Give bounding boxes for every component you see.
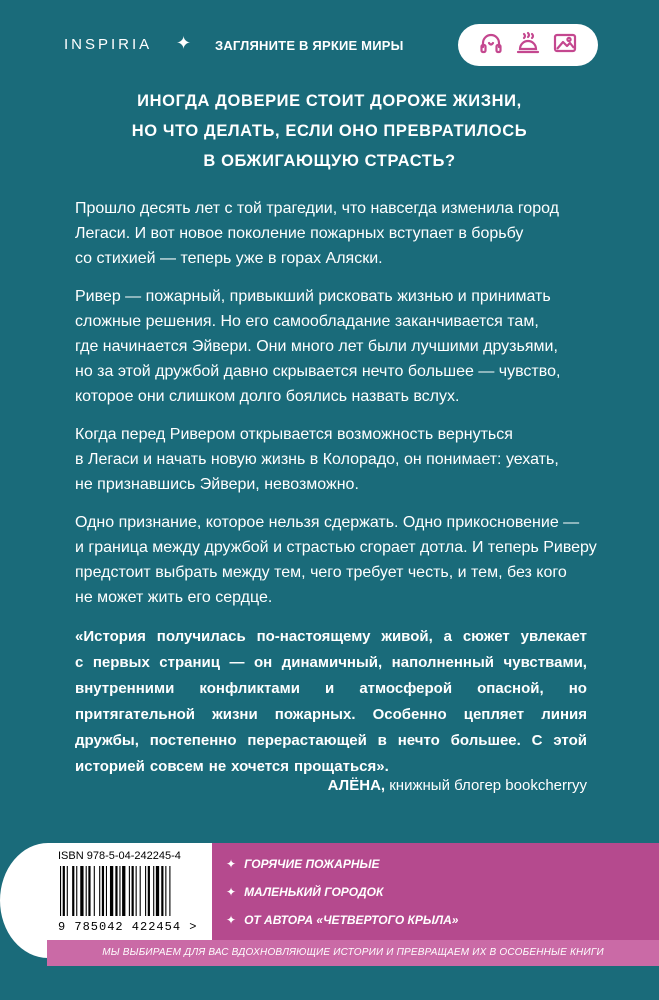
service-bell-icon — [515, 30, 541, 61]
quote-word: постепенно — [149, 732, 237, 749]
feature-list — [226, 850, 646, 934]
synopsis-paragraph: Ривер — пожарный, привыкший рисковать жизнью и принимать сложные решения. Но его самообладание заканчивается там, где начинается Эйвери. Они много лет были лучшими друзьями, но за этой дружбой давно скрывается нечто большее — чувство, которое они слишком долго боялись назвать вслух. — [75, 288, 561, 405]
headphones-icon — [478, 30, 504, 61]
quote-word: наполненный — [391, 654, 495, 671]
synopsis-paragraph: Когда перед Ривером открывается возможность вернуться в Легаси и начать новую жизнь в Колорадо, он понимает: уехать, не признавшись Эйвери, невозможно. — [75, 426, 559, 493]
reviewer-quote — [75, 624, 587, 780]
feature-item: ✦ ГОРЯЧИЕ ПОЖАРНЫЕ — [226, 857, 380, 871]
synopsis-paragraph: Прошло десять лет с той трагедии, что навсегда изменила город Легаси. И вот новое поколение пожарных вступает в борьбу со стихией — теперь уже в горах Аляски. — [75, 200, 559, 267]
feature-item: ✦ ОТ АВТОРА «ЧЕТВЕРТОГО КРЫЛА» — [226, 913, 459, 927]
isbn-label: ISBN 978-5-04-242245-4 — [58, 850, 181, 862]
quote-word: дружбы, — [75, 732, 139, 749]
quote-word: хочется — [231, 758, 290, 775]
quote-word: сюжет — [462, 628, 510, 645]
quote-word: линия — [541, 706, 587, 723]
headline-line: ИНОГДА ДОВЕРИЕ СТОИТ ДОРОЖЕ ЖИЗНИ, — [137, 92, 522, 110]
quote-line — [75, 702, 587, 728]
quote-word: живой, — [381, 628, 433, 645]
quote-word: и — [325, 680, 335, 697]
quote-word: цепляет — [463, 706, 525, 723]
quote-word: перерастающей — [247, 732, 367, 749]
star-icon: ✦ — [226, 913, 237, 927]
headline — [0, 86, 659, 176]
quote-line — [75, 676, 587, 702]
quote-word: получилась — [156, 628, 246, 645]
star-icon: ✦ — [226, 857, 237, 871]
synopsis — [75, 196, 595, 623]
barcode-digits: 9 785042 422454 > — [58, 920, 198, 934]
synopsis-paragraph: Одно признание, которое нельзя сдержать. Одно прикосновение — и граница между дружбой и страстью сгорает дотла. И теперь Риверу предстоит выбрать между тем, чего требует честь, и тем, без кого не может жить его сердце. — [75, 514, 597, 606]
sparkle-icon: ✦ — [176, 33, 192, 53]
quote-word: прощаться». — [294, 758, 389, 775]
image-icon — [552, 30, 578, 61]
quote-word: не — [208, 758, 227, 775]
quote-word: страниц — [159, 654, 220, 671]
quote-word: но — [568, 680, 587, 697]
quote-author-description: книжный блогер bookcherryy — [385, 777, 587, 794]
quote-word: увлекает — [520, 628, 587, 645]
quote-word: С — [531, 732, 543, 749]
quote-line — [75, 624, 587, 650]
publisher-tagline: МЫ ВЫБИРАЕМ ДЛЯ ВАС ВДОХНОВЛЯЮЩИЕ ИСТОРИИ И ПРЕВРАЩАЕМ ИХ В ОСОБЕННЫЕ КНИГИ — [47, 940, 659, 966]
quote-word: конфликтами — [199, 680, 300, 697]
quote-word: «История — [75, 628, 146, 645]
quote-word: в — [377, 732, 387, 749]
quote-attribution — [328, 777, 587, 794]
publisher-logo: INSPIRIA — [64, 36, 153, 53]
quote-word: по-настоящему — [256, 628, 371, 645]
quote-word: совсем — [149, 758, 204, 775]
barcode-notch — [0, 843, 48, 958]
quote-word: с — [75, 654, 84, 671]
quote-word: большее. — [450, 732, 521, 749]
headline-line: НО ЧТО ДЕЛАТЬ, ЕСЛИ ОНО ПРЕВРАТИЛОСЬ — [131, 122, 528, 140]
quote-word: он — [254, 654, 273, 671]
quote-word: этой — [553, 732, 587, 749]
quote-word: историей — [75, 758, 145, 775]
icon-pill — [458, 24, 598, 66]
quote-word: опасной, — [477, 680, 544, 697]
feature-item: ✦ МАЛЕНЬКИЙ ГОРОДОК — [226, 885, 384, 899]
quote-word: притягательной — [75, 706, 196, 723]
quote-author: АЛЁНА, — [327, 777, 386, 794]
quote-word: жизни — [212, 706, 258, 723]
quote-word: внутренними — [75, 680, 175, 697]
quote-word: чувствами, — [503, 654, 587, 671]
quote-word: динамичный, — [281, 654, 383, 671]
headline-line: В ОБЖИГАЮЩУЮ СТРАСТЬ? — [203, 152, 456, 170]
quote-word: пожарных. — [274, 706, 356, 723]
series-slogan: ЗАГЛЯНИТЕ В ЯРКИЕ МИРЫ — [215, 38, 404, 53]
quote-word: атмосферой — [359, 680, 453, 697]
quote-line — [75, 728, 587, 754]
quote-word: нечто — [397, 732, 440, 749]
quote-line — [75, 650, 587, 676]
quote-word: первых — [92, 654, 150, 671]
quote-word: а — [443, 628, 452, 645]
top-bar — [0, 24, 659, 68]
barcode — [58, 866, 203, 918]
star-icon: ✦ — [226, 885, 237, 899]
quote-word: — — [229, 654, 245, 671]
quote-word: Особенно — [372, 706, 447, 723]
